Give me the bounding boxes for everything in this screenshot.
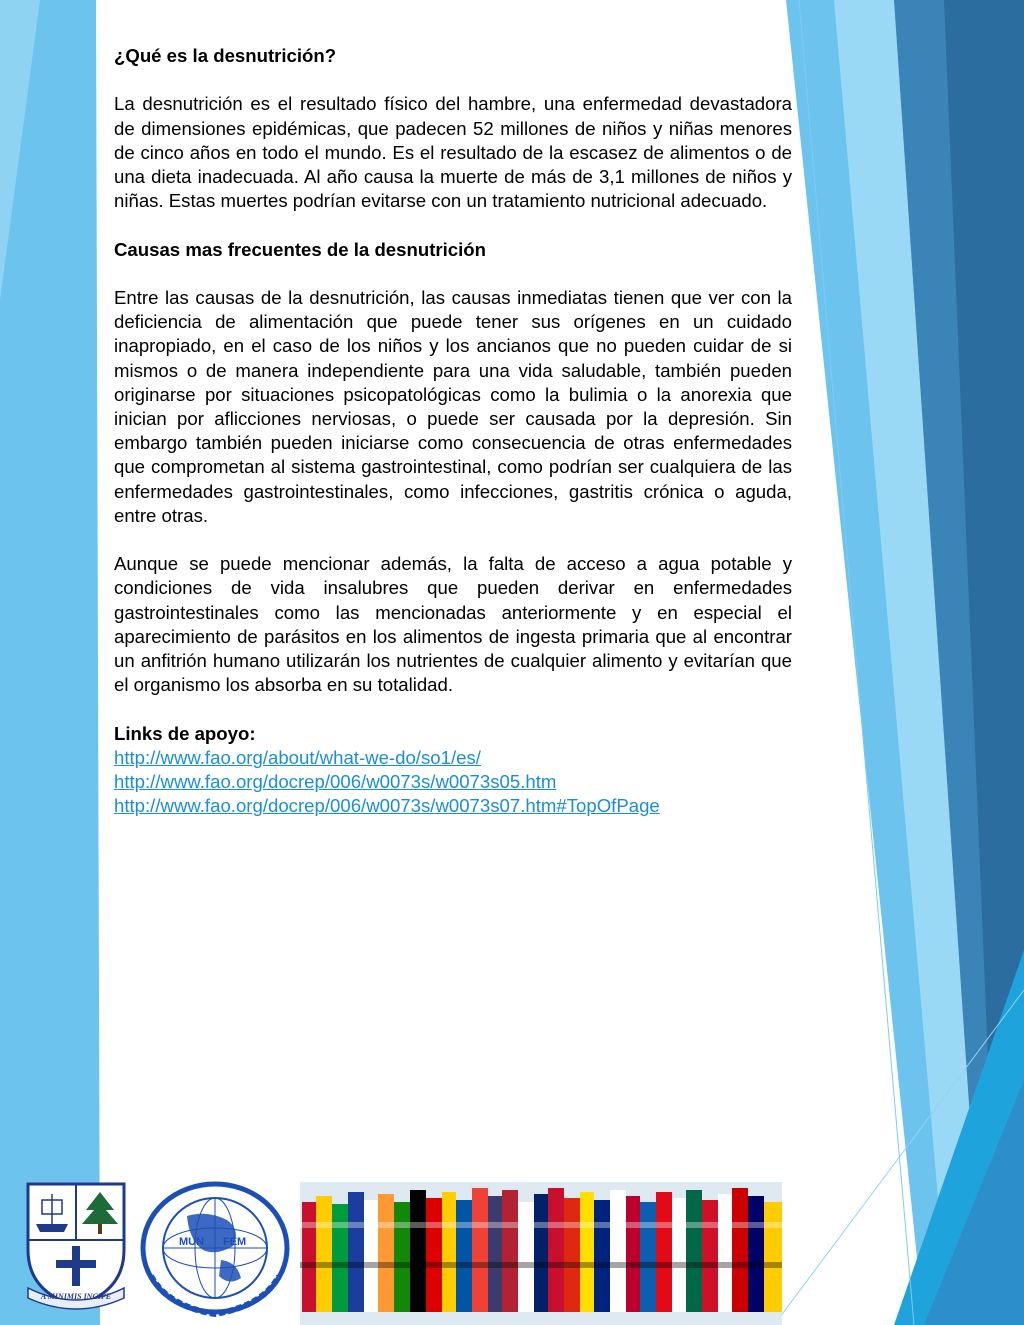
support-link[interactable]: http://www.fao.org/docrep/006/w0073s/w0073s05.htm	[114, 771, 557, 793]
left-decorative-band	[0, 0, 100, 1325]
document-body	[114, 44, 792, 818]
crest-motto: A MINIMIS INCIPE	[40, 1292, 112, 1301]
fem-text: FEM	[223, 1236, 247, 1248]
world-flags-image	[300, 1182, 782, 1325]
globe-laurel-icon	[137, 1180, 293, 1320]
support-link[interactable]: http://www.fao.org/docrep/006/w0073s/w0073s07.htm#TopOfPage	[114, 795, 660, 817]
paragraph-what-is-malnutrition: La desnutrición es el resultado físico del hambre, una enfermedad devastadora de dimensiones epidémicas, que padecen 52 millones de niños y niñas menores de cinco años en todo el mundo. Es el resultado de la escasez de alimentos o de una dieta inadecuada. Al año causa la muerte de más de 3,1 millones de niños y niñas. Estas muertes podrían evitarse con un tratamiento nutricional adecuado.	[114, 93, 792, 212]
mun-fem-logo	[137, 1180, 293, 1320]
paragraph-additional-causes: Aunque se puede mencionar además, la falta de acceso a agua potable y condiciones de vida insalubres que pueden derivar en enfermedades gastrointestinales como las mencionadas anteriormente y en especial el aparecimiento de parásitos en los alimentos de ingesta primaria que al encontrar un anfitrión humano utilizarán los nutrientes de cualquier alimento y evitarían que el organismo los absorba en su totalidad.	[114, 553, 792, 696]
title-what-is-malnutrition: ¿Qué es la desnutrición?	[114, 45, 337, 66]
right-decorative-band	[774, 0, 1024, 1325]
crest-shield-icon	[24, 1180, 128, 1310]
support-links-list	[114, 746, 792, 819]
support-link[interactable]: http://www.fao.org/about/what-we-do/so1/es/	[114, 746, 481, 768]
title-causes: Causas mas frecuentes de la desnutrición	[114, 238, 487, 260]
school-crest-logo	[24, 1180, 128, 1310]
paragraph-causes: Entre las causas de la desnutrición, las causas inmediatas tienen que ver con la deficiencia de alimentación que puede tener sus orígenes en un cuidado inapropiado, en el caso de los niños y los ancianos que no pueden cuidar de si mismos o de manera independiente para una vida saludable, también pueden originarse por situaciones psicopatológicas como la bulimia o la anorexia que inician por aflicciones nerviosas, o puede ser causada por la depresión. Sin embargo también pueden iniciarse como consecuencia de otras enfermedades que comprometan al sistema gastrointestinal, como podrían ser cualquiera de las enfermedades gastrointestinales, como infecciones, gastritis crónica o aguda, entre otras.	[114, 286, 792, 526]
mun-text: MUN	[179, 1236, 205, 1248]
title-support-links: Links de apoyo:	[114, 722, 256, 744]
flag-strip-icon	[302, 1188, 782, 1312]
